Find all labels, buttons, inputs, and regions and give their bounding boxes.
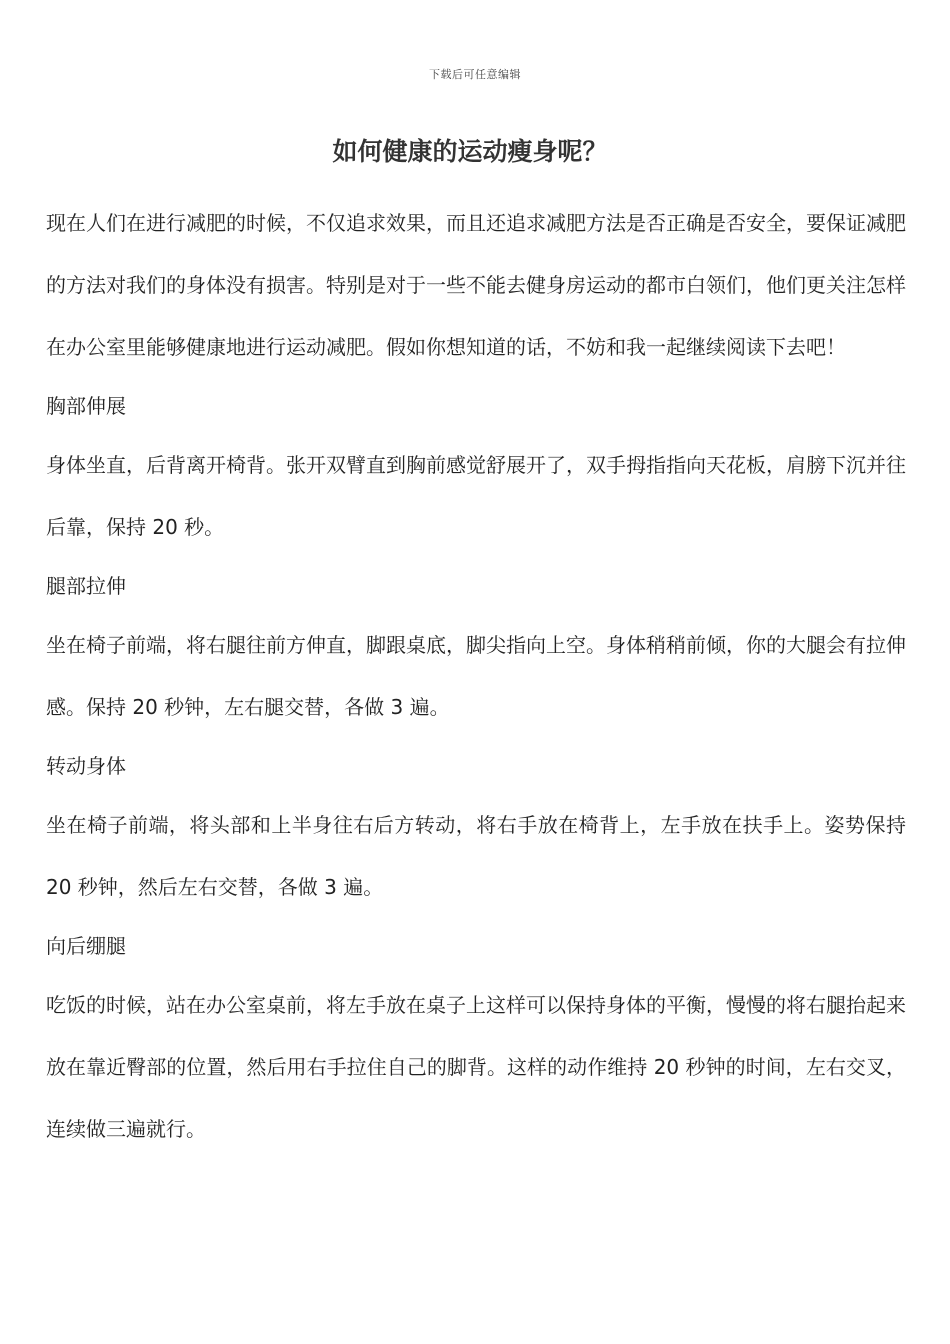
section-paragraph: 吃饭的时候，站在办公室桌前，将左手放在桌子上这样可以保持身体的平衡，慢慢的将右腿抬起来放在靠近臀部的位置，然后用右手拉住自己的脚背。这样的动作维持 20 秒钟的时间，左右交叉，连续做三遍就行。 [46,993,906,1141]
section-paragraph: 身体坐直，后背离开椅背。张开双臂直到胸前感觉舒展开了，双手拇指指向天花板，肩膀下沉并往后靠，保持 20 秒。 [46,453,906,539]
page-title: 如何健康的运动瘦身呢？ [332,137,608,166]
section-paragraph: 坐在椅子前端，将头部和上半身往右后方转动，将右手放在椅背上，左手放在扶手上。姿势保持 20 秒钟，然后左右交替，各做 3 遍。 [46,813,906,899]
intro-paragraph: 现在人们在进行减肥的时候，不仅追求效果，而且还追求减肥方法是否正确是否安全，要保证减肥的方法对我们的身体没有损害。特别是对于一些不能去健身房运动的都市白领们，他们更关注怎样在办公室里能够健康地进行运动减肥。假如你想知道的话，不妨和我一起继续阅读下去吧！ [46,211,906,359]
section-body-twist [46,738,906,918]
section-heading: 向后绷腿 [46,934,126,958]
section-heading: 腿部拉伸 [46,574,126,598]
section-paragraph: 坐在椅子前端，将右腿往前方伸直，脚跟桌底，脚尖指向上空。身体稍稍前倾，你的大腿会有拉伸感。保持 20 秒钟，左右腿交替，各做 3 遍。 [46,633,906,719]
section-leg-stretch [46,558,906,738]
section-heading: 胸部伸展 [46,394,126,418]
document-body [46,192,906,1160]
section-back-leg-stretch [46,918,906,1160]
section-heading: 转动身体 [46,754,126,778]
header-note: 下载后可任意编辑 [429,68,521,81]
section-chest-stretch [46,378,906,558]
